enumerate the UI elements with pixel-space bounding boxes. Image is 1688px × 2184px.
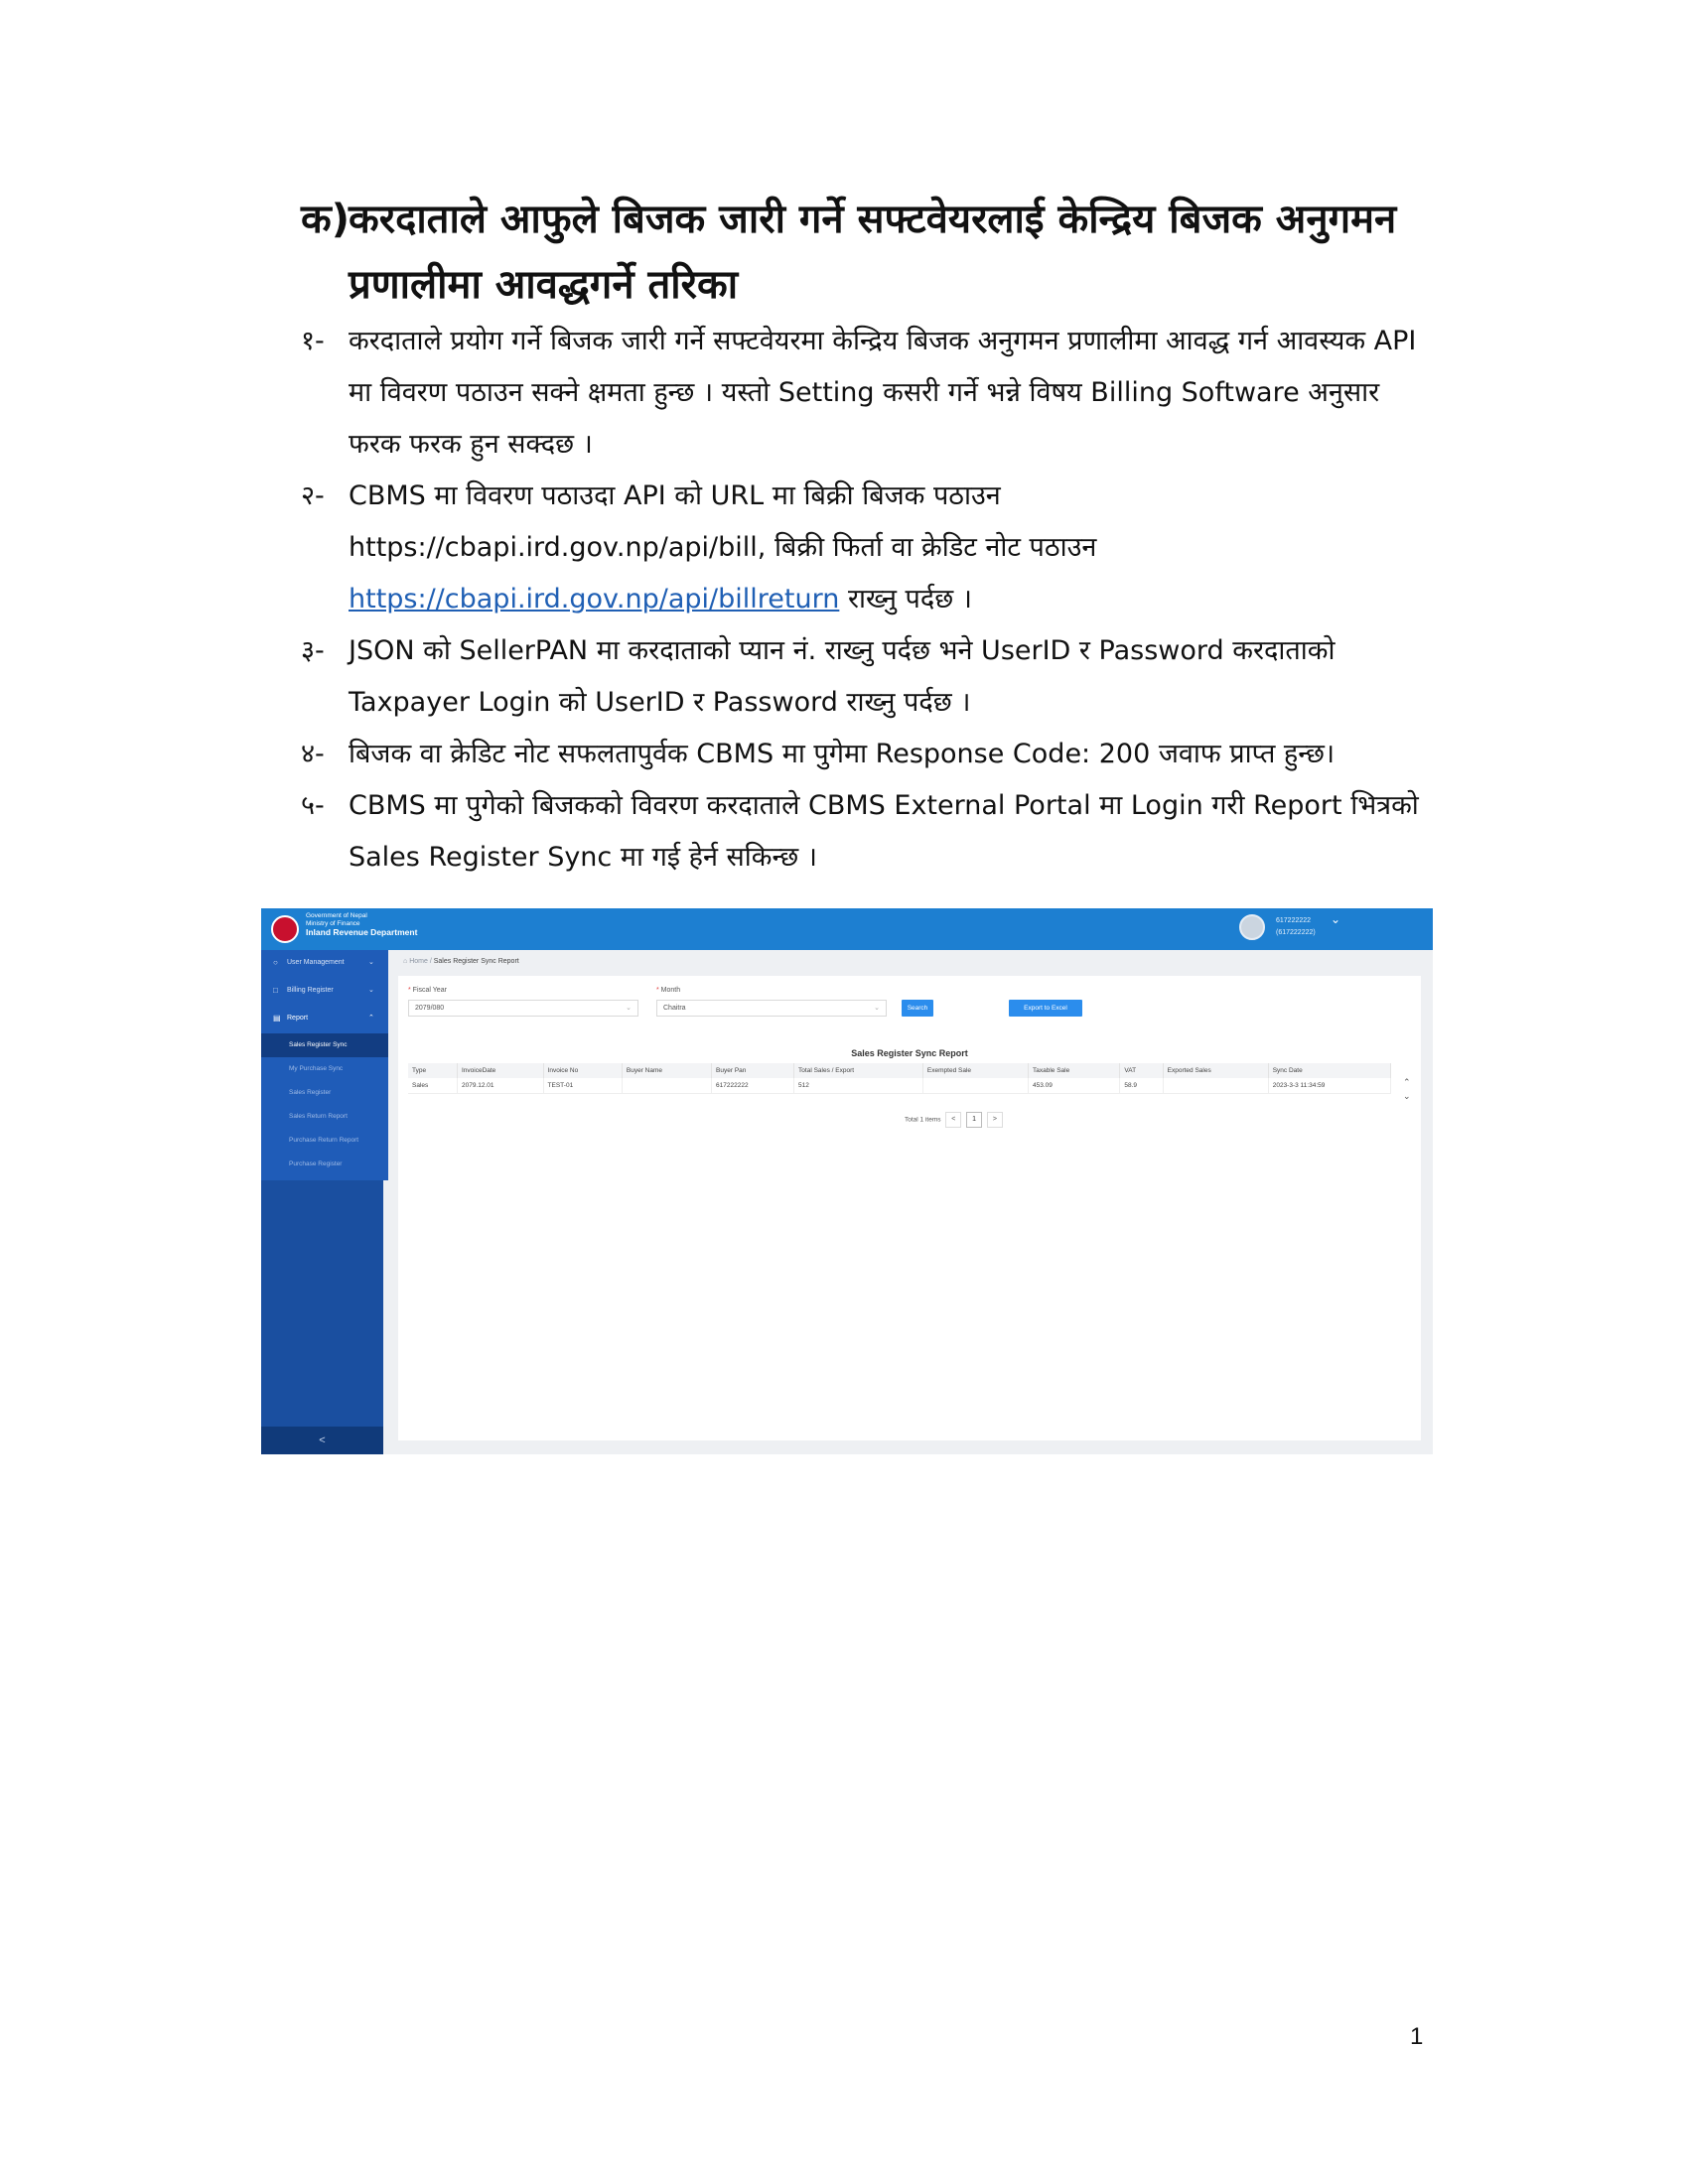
table-cell: 58.9 [1120, 1078, 1163, 1094]
report-panel [398, 976, 1421, 1440]
sidebar-subitem-my-purchase-sync[interactable]: My Purchase Sync [289, 1065, 344, 1072]
org-line-2: Ministry of Finance [306, 919, 360, 927]
sales-register-table [408, 1063, 1391, 1094]
sidebar-item-label: User Management [287, 959, 345, 966]
chevron-down-icon: ⌄ [874, 1005, 880, 1012]
item-number: ५- [301, 790, 325, 821]
item-text-before-link: CBMS मा विवरण पठाउदा API को URL मा बिक्री बिजक पठाउन https://cbapi.ird.gov.np/api/bill, बिक्री फिर्ता वा क्रेडिट नोट पठाउन [349, 480, 1097, 563]
heading-line-2: प्रणालीमा आवद्धगर्ने तरिका [349, 262, 739, 308]
section-heading [301, 187, 1433, 318]
table-cell: 2023-3-3 11:34:59 [1268, 1078, 1390, 1094]
billreturn-link[interactable]: https://cbapi.ird.gov.np/api/billreturn [349, 584, 840, 614]
item-number: ३- [301, 635, 325, 666]
pagination [905, 1112, 1003, 1128]
fiscal-year-select[interactable] [408, 1000, 638, 1017]
item-text: CBMS मा पुगेको बिजकको विवरण करदाताले CBMS External Portal मा Login गरी Report भित्रको Sales Register Sync मा गई हेर्न सकिन्छ । [349, 790, 1419, 873]
nepal-emblem-icon [271, 915, 299, 943]
avatar[interactable] [1239, 914, 1265, 940]
item-number: ४- [301, 739, 325, 769]
table-cell: TEST-01 [543, 1078, 622, 1094]
column-header[interactable]: Invoice No [543, 1063, 622, 1078]
sidebar-subitem-sales-register[interactable]: Sales Register [289, 1089, 332, 1096]
month-value: Chaitra [663, 1005, 686, 1012]
user-id: (617222222) [1276, 929, 1316, 936]
scroll-down-icon[interactable]: ⌄ [1403, 1091, 1411, 1101]
document-icon: □ [273, 986, 278, 995]
breadcrumb [403, 958, 519, 965]
user-icon: ○ [273, 958, 278, 967]
month-select[interactable] [656, 1000, 887, 1017]
sidebar-item-label: Report [287, 1015, 309, 1022]
sidebar-subitem-purchase-register[interactable]: Purchase Register [289, 1160, 343, 1167]
table-cell: 2079.12.01 [457, 1078, 543, 1094]
fiscal-year-label: * Fiscal Year [408, 987, 447, 994]
user-name: 617222222 [1276, 917, 1312, 924]
table-cell [622, 1078, 711, 1094]
table-cell: 512 [794, 1078, 923, 1094]
list-item [301, 471, 1423, 625]
column-header[interactable]: Total Sales / Export [794, 1063, 923, 1078]
table-cell: Sales [408, 1078, 457, 1094]
chevron-down-icon[interactable]: ⌄ [1331, 912, 1341, 926]
item-text: बिजक वा क्रेडिट नोट सफलतापुर्वक CBMS मा पुगेमा Response Code: 200 जवाफ प्राप्त हुन्छ। [349, 739, 1336, 769]
table-cell [922, 1078, 1028, 1094]
column-header[interactable]: Type [408, 1063, 457, 1078]
sidebar-subitem-sales-register-sync[interactable]: Sales Register Sync [261, 1033, 388, 1057]
table-header-row [408, 1063, 1391, 1078]
chevron-down-icon: ⌄ [626, 1005, 632, 1012]
item-number: २- [301, 480, 325, 511]
item-text: करदाताले प्रयोग गर्ने बिजक जारी गर्ने सफ्टवेयरमा केन्द्रिय बिजक अनुगमन प्रणालीमा आवद्ध गर्न आवस्यक API मा विवरण पठाउन सक्ने क्षमता हुन्छ । यस्तो Setting कसरी गर्ने भन्ने विषय Billing Software अनुसार फरक फरक हुन सक्दछ । [349, 326, 1417, 460]
org-department: Inland Revenue Department [306, 927, 418, 937]
sidebar-item-user-management[interactable] [261, 950, 388, 976]
list-item [301, 316, 1423, 471]
column-header[interactable]: Sync Date [1268, 1063, 1390, 1078]
user-info[interactable] [1276, 915, 1316, 939]
sidebar-collapse-button[interactable]: < [261, 1427, 383, 1454]
scroll-up-icon[interactable]: ⌃ [1403, 1077, 1411, 1087]
column-header[interactable]: InvoiceDate [457, 1063, 543, 1078]
portal-header [261, 908, 1433, 950]
sidebar-item-billing-register[interactable] [261, 978, 388, 1004]
month-label: * Month [656, 987, 681, 994]
heading-line-1: करदाताले आफुले बिजक जारी गर्ने सफ्टवेयरलाई केन्द्रिय बिजक अनुगमन [349, 197, 1397, 242]
item-number: १- [301, 326, 325, 356]
pagination-page-1[interactable]: 1 [966, 1112, 982, 1128]
list-item [301, 625, 1423, 729]
home-icon: ⌂ [403, 958, 408, 965]
table-cell [1163, 1078, 1268, 1094]
portal-screenshot [261, 908, 1433, 1454]
breadcrumb-separator: / [429, 958, 432, 965]
item-text-after-link: राख्नु पर्दछ । [847, 584, 972, 614]
column-header[interactable]: Exempted Sale [922, 1063, 1028, 1078]
chevron-down-icon: ⌄ [368, 987, 374, 994]
page-number: 1 [1410, 2023, 1424, 2050]
sidebar-subitem-purchase-return-report[interactable]: Purchase Return Report [289, 1137, 359, 1144]
report-icon: ▤ [273, 1014, 281, 1023]
breadcrumb-home[interactable]: Home [409, 958, 428, 965]
instruction-list [301, 316, 1423, 884]
item-text: JSON को SellerPAN मा करदाताको प्यान नं. राख्नु पर्दछ भने UserID र Password करदाताको Taxpayer Login को UserID र Password राख्नु पर्दछ । [349, 635, 1336, 718]
pagination-prev-button[interactable]: < [945, 1112, 961, 1128]
sidebar-nav [261, 950, 388, 1180]
export-to-excel-button[interactable]: Export to Excel [1009, 1000, 1082, 1017]
column-header[interactable]: Exported Sales [1163, 1063, 1268, 1078]
report-title: Sales Register Sync Report [851, 1048, 968, 1058]
fiscal-year-value: 2079/080 [415, 1005, 445, 1012]
table-cell: 453.09 [1029, 1078, 1120, 1094]
chevron-down-icon: ⌄ [368, 959, 374, 966]
column-header[interactable]: Buyer Pan [712, 1063, 794, 1078]
column-header[interactable]: Buyer Name [622, 1063, 711, 1078]
sidebar-subitem-sales-return-report[interactable]: Sales Return Report [289, 1113, 348, 1120]
breadcrumb-current: Sales Register Sync Report [433, 958, 519, 965]
item-text [349, 471, 1423, 625]
list-item [301, 729, 1423, 780]
list-item [301, 780, 1423, 884]
table-row[interactable] [408, 1078, 1391, 1094]
table-cell: 617222222 [712, 1078, 794, 1094]
pagination-total: Total 1 items [905, 1116, 941, 1124]
sidebar-item-label: Billing Register [287, 987, 334, 994]
search-button[interactable]: Search [902, 1000, 933, 1017]
heading-label: क) [301, 197, 351, 242]
sidebar-item-report[interactable] [261, 1006, 388, 1031]
org-name [306, 912, 417, 938]
chevron-up-icon: ⌃ [368, 1015, 374, 1022]
sidebar [261, 950, 383, 1454]
org-line-1: Government of Nepal [306, 912, 367, 919]
column-header[interactable]: Taxable Sale [1029, 1063, 1120, 1078]
pagination-next-button[interactable]: > [987, 1112, 1003, 1128]
column-header[interactable]: VAT [1120, 1063, 1163, 1078]
